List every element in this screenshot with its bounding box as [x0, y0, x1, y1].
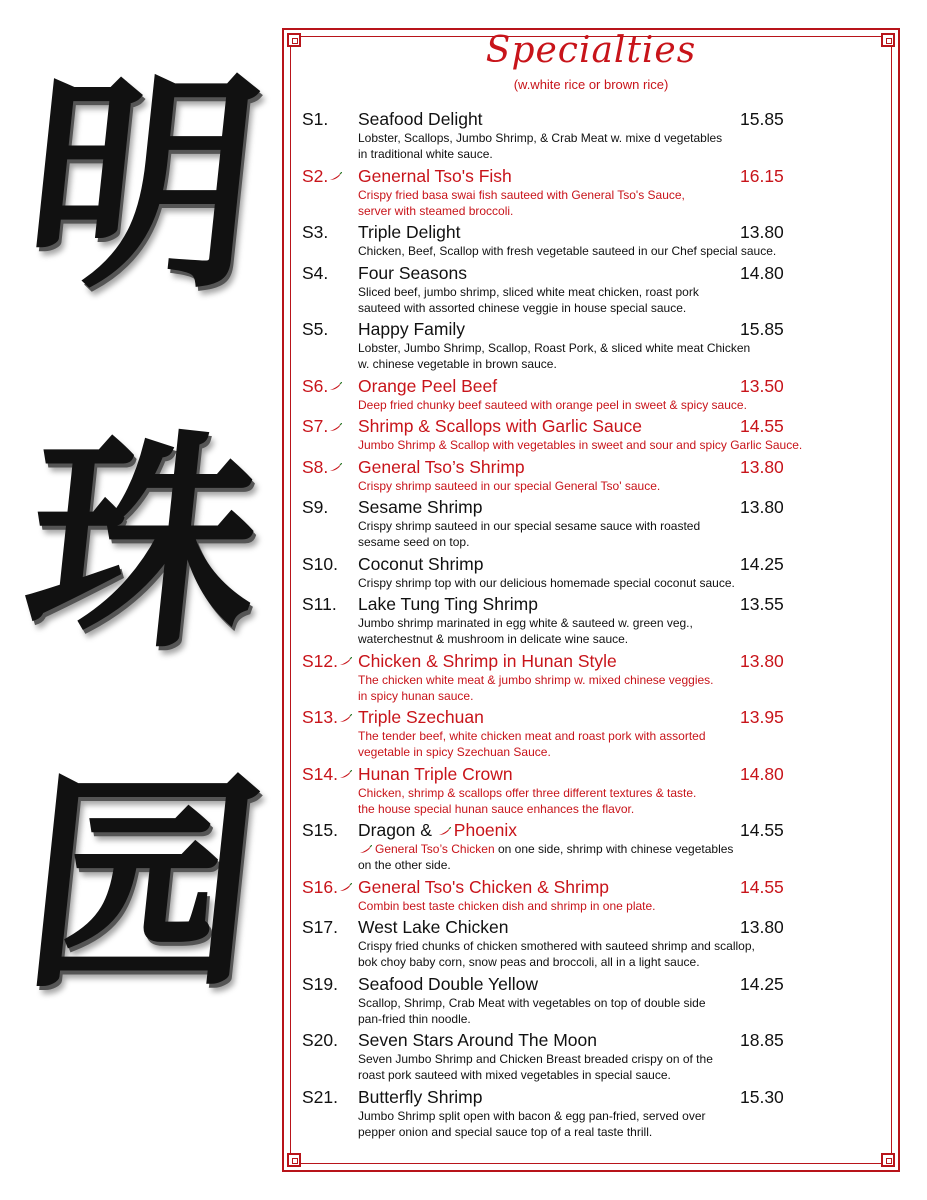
description-line: Crispy fried basa swai fish sauteed with General Tso's Sauce,	[358, 187, 685, 202]
item-name: General Tso’s Shrimp	[358, 456, 525, 477]
item-name: Lake Tung Ting Shrimp	[358, 594, 538, 614]
item-name: Seafood Double Yellow	[358, 973, 539, 994]
item-code: S9.	[302, 497, 329, 517]
menu-item	[302, 108, 892, 165]
item-name: Dragon & Phoenix	[358, 820, 518, 840]
item-price: 15.85	[740, 109, 784, 129]
description-line: Crispy shrimp sauteed in our special sesame sauce with roasted	[358, 519, 701, 533]
description-line: server with steamed broccoli.	[358, 203, 514, 218]
item-price: 15.85	[740, 319, 784, 339]
menu-item-header	[302, 415, 892, 437]
item-code: S10.	[302, 553, 338, 574]
description-line: w. chinese vegetable in brown sauce.	[358, 357, 557, 371]
frame-corner-ornament	[881, 1153, 895, 1167]
description-line: sesame seed on top.	[358, 535, 470, 549]
item-name: Seafood Delight	[358, 109, 483, 129]
description-line: The chicken white meat & jumbo shrimp w. mixed chinese veggies.	[358, 672, 714, 687]
description-line: Lobster, Scallops, Jumbo Shrimp, & Crab Meat w. mixe d vegetables	[358, 131, 723, 145]
item-price: 13.50	[740, 375, 784, 396]
item-code: S6.	[302, 375, 358, 397]
item-description	[302, 938, 858, 970]
item-description	[302, 340, 858, 372]
description-line: sauteed with assorted chinese veggie in house special sauce.	[358, 300, 687, 315]
item-price: 14.80	[740, 763, 784, 784]
item-price: 15.30	[740, 1086, 784, 1107]
item-description	[302, 1051, 858, 1083]
menu-item-header	[302, 262, 892, 284]
item-description	[302, 243, 858, 259]
item-code: S8.	[302, 456, 358, 478]
calligraphy-char-3: 园	[13, 750, 273, 1020]
item-code: S21.	[302, 1086, 338, 1107]
item-code: S17.	[302, 917, 338, 937]
menu-item-header	[302, 221, 892, 243]
menu-item	[302, 593, 892, 650]
chili-pepper-icon	[339, 770, 352, 779]
item-code: S16.	[302, 876, 358, 898]
item-description	[302, 437, 858, 453]
item-code: S20.	[302, 1030, 338, 1050]
item-price: 13.80	[740, 222, 784, 242]
menu-item	[302, 650, 892, 707]
menu-item-header	[302, 876, 892, 898]
description-line: roast pork sauteed with mixed vegetables in special sauce.	[358, 1068, 671, 1082]
chili-pepper-icon	[339, 657, 352, 666]
item-description	[302, 672, 858, 704]
item-price: 13.80	[740, 917, 784, 937]
description-line: Combin best taste chicken dish and shrimp in one plate.	[358, 898, 656, 913]
item-name: Hunan Triple Crown	[358, 763, 513, 784]
item-code: S15.	[302, 820, 338, 840]
item-price: 14.55	[740, 820, 784, 840]
item-price: 14.55	[740, 876, 784, 897]
item-price: 14.25	[740, 553, 784, 574]
description-line: The tender beef, white chicken meat and roast pork with assorted	[358, 729, 706, 743]
description-line: Scallop, Shrimp, Crab Meat with vegetables on top of double side	[358, 995, 706, 1010]
item-description	[302, 898, 858, 914]
description-line: vegetable in spicy Szechuan Sauce.	[358, 745, 551, 759]
description-line: in traditional white sauce.	[358, 147, 493, 161]
item-description	[302, 575, 858, 591]
description-line: Crispy shrimp sauteed in our special General Tso' sauce.	[358, 478, 661, 493]
description-line: Crispy fried chunks of chicken smothered with sauteed shrimp and scallop,	[358, 939, 755, 953]
item-code: S13.	[302, 706, 358, 728]
specialties-list	[302, 108, 892, 1142]
item-price: 14.25	[740, 973, 784, 994]
item-code: S5.	[302, 319, 329, 339]
item-description	[302, 995, 858, 1027]
menu-item-header	[302, 318, 892, 340]
description-line: Chicken, Beef, Scallop with fresh vegetable sauteed in our Chef special sauce.	[358, 244, 777, 258]
item-code: S1.	[302, 109, 329, 129]
description-line: General Tso’s Chicken on one side, shrimp with chinese vegetables	[358, 841, 858, 857]
item-price: 13.80	[740, 497, 784, 517]
item-code: S7.	[302, 415, 358, 437]
menu-item	[302, 375, 892, 416]
item-name: Genernal Tso's Fish	[358, 165, 512, 186]
item-name: West Lake Chicken	[358, 917, 509, 937]
menu-item-header	[302, 108, 892, 130]
item-name: General Tso's Chicken & Shrimp	[358, 876, 610, 897]
description-line: Lobster, Jumbo Shrimp, Scallop, Roast Pork, & sliced white meat Chicken	[358, 341, 751, 355]
item-description	[302, 130, 858, 162]
item-price: 16.15	[740, 165, 784, 186]
chili-pepper-icon	[329, 172, 342, 181]
description-line: pan-fried thin noodle.	[358, 1011, 471, 1026]
menu-item-header	[302, 1086, 892, 1108]
menu-item	[302, 318, 892, 375]
item-price: 14.55	[740, 416, 784, 436]
item-name: Seven Stars Around The Moon	[358, 1030, 597, 1050]
item-description	[302, 518, 858, 550]
menu-item-header	[302, 763, 892, 785]
menu-item	[302, 496, 892, 553]
menu-item-header	[302, 1029, 892, 1051]
description-line: waterchestnut & mushroom in delicate wine sauce.	[358, 632, 629, 646]
item-code: S14.	[302, 763, 358, 785]
menu-item-header	[302, 496, 892, 518]
menu-item	[302, 553, 892, 594]
description-line: bok choy baby corn, snow peas and broccoli, all in a light sauce.	[358, 955, 700, 969]
description-line: on the other side.	[358, 858, 451, 872]
item-description	[302, 284, 858, 316]
item-price: 13.95	[740, 707, 784, 727]
item-price: 13.55	[740, 594, 784, 614]
menu-item-header	[302, 706, 892, 728]
item-price: 13.80	[740, 456, 784, 477]
item-name: Triple Szechuan	[358, 707, 484, 727]
menu-item-header	[302, 819, 892, 841]
menu-item	[302, 1029, 892, 1086]
menu-item	[302, 415, 892, 456]
chili-pepper-icon	[339, 714, 352, 723]
menu-item-header	[302, 593, 892, 615]
menu-item	[302, 763, 892, 820]
menu-item-header	[302, 456, 892, 478]
item-description	[302, 478, 858, 494]
calligraphy-column	[13, 50, 273, 1140]
description-line: Jumbo Shrimp & Scallop with vegetables in sweet and sour and spicy Garlic Sauce.	[358, 438, 803, 452]
description-line: Jumbo Shrimp split open with bacon & egg pan-fried, served over	[358, 1108, 706, 1123]
item-name: Triple Delight	[358, 222, 461, 242]
item-price: 18.85	[740, 1030, 784, 1050]
item-code: S12.	[302, 650, 358, 672]
description-line: pepper onion and special sauce top of a real taste thrill.	[358, 1124, 653, 1139]
item-code: S11.	[302, 594, 337, 614]
menu-item	[302, 973, 892, 1030]
description-line: in spicy hunan sauce.	[358, 688, 474, 703]
chili-pepper-icon	[329, 423, 342, 432]
item-description	[302, 841, 858, 873]
menu-item-header	[302, 553, 892, 575]
chili-pepper-icon	[359, 845, 372, 854]
item-description	[302, 397, 858, 413]
calligraphy-char-2: 珠	[13, 410, 273, 680]
item-description	[302, 187, 858, 219]
description-line: Seven Jumbo Shrimp and Chicken Breast breaded crispy on of the	[358, 1052, 713, 1066]
item-name: Sesame Shrimp	[358, 497, 483, 517]
page-subtitle: (w.white rice or brown rice)	[513, 77, 669, 92]
menu-item	[302, 221, 892, 262]
description-line: Chicken, shrimp & scallops offer three different textures & taste.	[358, 785, 697, 800]
description-line: Jumbo shrimp marinated in egg white & sauteed w. green veg.,	[358, 616, 693, 630]
calligraphy-char-1: 明	[13, 50, 273, 320]
item-description	[302, 728, 858, 760]
chili-pepper-icon	[329, 463, 342, 472]
frame-corner-ornament	[287, 1153, 301, 1167]
item-code: S4.	[302, 262, 329, 283]
item-description	[302, 785, 858, 817]
item-name: Orange Peel Beef	[358, 375, 498, 396]
item-code: S2.	[302, 165, 358, 187]
menu-item	[302, 916, 892, 973]
menu-item-header	[302, 165, 892, 187]
menu-item	[302, 456, 892, 497]
menu-item-header	[302, 916, 892, 938]
menu-item-header	[302, 973, 892, 995]
menu-item	[302, 819, 892, 876]
item-price: 13.80	[740, 650, 784, 671]
menu-item-header	[302, 650, 892, 672]
item-description	[302, 615, 858, 647]
description-line: Sliced beef, jumbo shrimp, sliced white meat chicken, roast pork	[358, 284, 699, 299]
menu-item	[302, 876, 892, 917]
menu-item	[302, 165, 892, 222]
item-name: Shrimp & Scallops with Garlic Sauce	[358, 416, 642, 436]
chili-pepper-icon	[438, 827, 451, 836]
description-line: the house special hunan sauce enhances the flavor.	[358, 801, 635, 816]
item-description	[302, 1108, 858, 1140]
description-line: Deep fried chunky beef sauteed with orange peel in sweet & spicy sauce.	[358, 397, 747, 412]
chili-pepper-icon	[329, 382, 342, 391]
item-code: S3.	[302, 222, 329, 242]
chili-pepper-icon	[339, 883, 352, 892]
menu-item	[302, 706, 892, 763]
menu-item	[302, 262, 892, 319]
page-title: Specialties	[485, 30, 697, 71]
item-name: Chicken & Shrimp in Hunan Style	[358, 650, 617, 671]
menu-item	[302, 1086, 892, 1143]
item-name: Happy Family	[358, 319, 465, 339]
item-name: Four Seasons	[358, 262, 467, 283]
item-name: Butterfly Shrimp	[358, 1086, 483, 1107]
item-code: S19.	[302, 973, 338, 994]
menu-item-header	[302, 375, 892, 397]
item-price: 14.80	[740, 262, 784, 283]
item-name: Coconut Shrimp	[358, 553, 484, 574]
description-line: Crispy shrimp top with our delicious homemade special coconut sauce.	[358, 575, 735, 590]
